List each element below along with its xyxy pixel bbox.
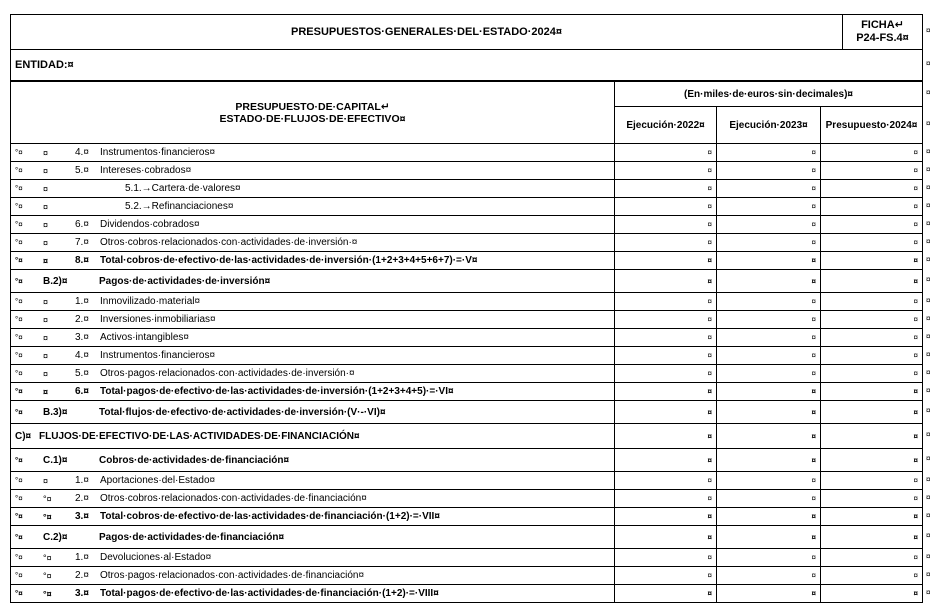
col-ejecucion-2023: Ejecución·2023¤ (717, 107, 821, 144)
row-description: Total·pagos·de·efectivo·de·las·actividades·de·inversión·(1+2+3+4+5)·=·VI¤ (100, 386, 454, 397)
row-label-cell (11, 567, 615, 585)
row-marker: °¤ (15, 297, 23, 306)
value-cell: ¤ (615, 329, 717, 347)
row-label-cell (11, 347, 615, 365)
value-cell: ¤ (717, 216, 821, 234)
value-cell: ¤ (821, 472, 923, 490)
value-cell: ¤ (821, 567, 923, 585)
value-cell: ¤ (821, 549, 923, 567)
row-number: 6.¤ (75, 219, 89, 230)
table-row (11, 549, 923, 567)
value-cell: ¤ (717, 329, 821, 347)
row-marker: °¤ (15, 315, 23, 324)
ficha-label: FICHA↵ (861, 19, 904, 31)
row-description: Total·cobros·de·efectivo·de·las·actividades·de·inversión·(1+2+3+4+5+6+7)·=·V¤ (100, 255, 478, 266)
table-row (11, 198, 923, 216)
entidad-label: ENTIDAD:¤ (11, 50, 923, 81)
row-group: ¤ (43, 368, 49, 379)
value-cell: ¤ (821, 424, 923, 449)
row-description: Aportaciones·del·Estado¤ (100, 475, 216, 486)
row-number: 4.¤ (75, 147, 89, 158)
edge-mark: ¤ (926, 367, 931, 377)
value-cell: ¤ (717, 347, 821, 365)
value-cell: ¤ (615, 293, 717, 311)
row-description: Devoluciones·al·Estado¤ (100, 552, 212, 563)
value-cell: ¤ (717, 234, 821, 252)
row-group: °¤ (43, 588, 52, 599)
row-group: ¤ (43, 147, 49, 158)
edge-mark: ¤ (926, 182, 931, 192)
table-row (11, 567, 923, 585)
table-row (11, 424, 923, 449)
row-group: °¤ (43, 552, 52, 563)
edge-mark: ¤ (926, 454, 931, 463)
row-label-cell (11, 383, 615, 401)
row-marker: °¤ (15, 369, 23, 378)
value-cell: ¤ (615, 144, 717, 162)
row-marker: °¤ (15, 553, 23, 562)
value-cell: ¤ (717, 162, 821, 180)
row-label-cell (11, 293, 615, 311)
value-cell: ¤ (821, 144, 923, 162)
value-cell: ¤ (717, 472, 821, 490)
value-cell: ¤ (821, 180, 923, 198)
row-description: Total·cobros·de·efectivo·de·las·actividades·de·financiación·(1+2)·=·VII¤ (100, 511, 440, 522)
row-marker: °¤ (15, 494, 23, 503)
row-number: 8.¤ (75, 255, 89, 266)
row-group: °¤ (43, 493, 52, 504)
row-label-cell (11, 216, 615, 234)
row-label-cell (11, 401, 615, 424)
capital-table (10, 81, 923, 603)
value-cell: ¤ (821, 216, 923, 234)
row-number: 5.¤ (75, 165, 89, 176)
edge-mark: ¤ (926, 569, 931, 579)
table-row (11, 293, 923, 311)
row-marker: °¤ (15, 166, 23, 175)
edge-mark: ¤ (926, 26, 931, 35)
row-description: Pagos·de·actividades·de·financiación¤ (99, 531, 285, 543)
row-group: C.2)¤ (43, 531, 68, 543)
row-number: 1.¤ (75, 552, 89, 563)
row-group: B.3)¤ (43, 406, 68, 418)
table-row (11, 401, 923, 424)
row-description: Otros·cobros·relacionados·con·actividades·de·financiación¤ (100, 493, 367, 504)
table-row (11, 234, 923, 252)
row-group: ¤ (43, 237, 49, 248)
row-description: Instrumentos·financieros¤ (100, 147, 216, 158)
row-description: 5.2.→Refinanciaciones¤ (125, 201, 234, 212)
row-description: Dividendos·cobrados¤ (100, 219, 200, 230)
edge-mark: ¤ (926, 146, 931, 156)
document-title: PRESUPUESTOS·GENERALES·DEL·ESTADO·2024¤ (11, 15, 843, 50)
value-cell: ¤ (821, 311, 923, 329)
edge-mark: ¤ (926, 88, 931, 97)
row-marker: °¤ (15, 476, 23, 485)
row-number: 4.¤ (75, 350, 89, 361)
row-description: Cobros·de·actividades·de·financiación¤ (99, 454, 290, 466)
row-marker: °¤ (15, 238, 23, 247)
table-row (11, 508, 923, 526)
edge-mark: ¤ (926, 59, 931, 68)
row-label-cell (11, 144, 615, 162)
value-cell: ¤ (821, 329, 923, 347)
value-cell: ¤ (615, 311, 717, 329)
row-label-cell (11, 162, 615, 180)
row-marker: °¤ (15, 333, 23, 342)
row-description: Instrumentos·financieros¤ (100, 350, 216, 361)
row-number: 6.¤ (75, 386, 89, 397)
row-label-cell (11, 311, 615, 329)
row-marker: °¤ (15, 532, 23, 542)
row-description: Otros·pagos·relacionados·con·actividades·de·inversión·¤ (100, 368, 355, 379)
row-number: 1.¤ (75, 296, 89, 307)
value-cell: ¤ (717, 198, 821, 216)
value-cell: ¤ (615, 365, 717, 383)
row-number: 1.¤ (75, 475, 89, 486)
value-cell: ¤ (821, 490, 923, 508)
table-row (11, 526, 923, 549)
ficha-number: P24-FS.4¤ (856, 32, 909, 44)
section-code: C)¤ (15, 430, 32, 442)
row-description: Otros·pagos·relacionados·con·actividades·de·financiación¤ (100, 570, 365, 581)
row-group: B.2)¤ (43, 275, 68, 287)
edge-mark: ¤ (926, 492, 931, 502)
row-description: FLUJOS·DE·EFECTIVO·DE·LAS·ACTIVIDADES·DE·FINANCIACIÓN¤ (39, 430, 360, 442)
row-marker: °¤ (15, 220, 23, 229)
value-cell: ¤ (717, 449, 821, 472)
row-label-cell (11, 234, 615, 252)
value-cell: ¤ (821, 162, 923, 180)
row-group: ¤ (43, 475, 49, 486)
value-cell: ¤ (615, 180, 717, 198)
value-cell: ¤ (717, 549, 821, 567)
edge-mark: ¤ (926, 349, 931, 359)
row-group: C.1)¤ (43, 454, 68, 466)
table-row (11, 252, 923, 270)
row-marker: °¤ (15, 148, 23, 157)
row-description: Activos·intangibles¤ (100, 332, 189, 343)
row-marker: °¤ (15, 387, 23, 396)
value-cell: ¤ (821, 234, 923, 252)
value-cell: ¤ (717, 252, 821, 270)
value-cell: ¤ (615, 490, 717, 508)
value-cell: ¤ (615, 252, 717, 270)
value-cell: ¤ (615, 526, 717, 549)
edge-mark: ¤ (926, 313, 931, 323)
value-cell: ¤ (821, 383, 923, 401)
value-cell: ¤ (821, 252, 923, 270)
row-label-cell (11, 449, 615, 472)
row-label-cell (11, 526, 615, 549)
value-cell: ¤ (717, 401, 821, 424)
value-cell: ¤ (821, 401, 923, 424)
value-cell: ¤ (615, 401, 717, 424)
value-cell: ¤ (717, 383, 821, 401)
row-number: 3.¤ (75, 332, 89, 343)
row-group: °¤ (43, 570, 52, 581)
edge-mark: ¤ (926, 164, 931, 174)
row-label-cell (11, 329, 615, 347)
row-marker: °¤ (15, 184, 23, 193)
value-cell: ¤ (821, 508, 923, 526)
value-cell: ¤ (615, 270, 717, 293)
row-group: ¤ (43, 201, 49, 212)
value-cell: ¤ (717, 293, 821, 311)
row-description: Inversiones·inmobiliarias¤ (100, 314, 216, 325)
row-label-cell (11, 252, 615, 270)
row-group: ¤ (43, 386, 49, 397)
value-cell: ¤ (615, 424, 717, 449)
edge-mark: ¤ (926, 331, 931, 341)
row-group: ¤ (43, 165, 49, 176)
row-marker: °¤ (15, 256, 23, 265)
edge-mark: ¤ (926, 385, 931, 395)
value-cell: ¤ (821, 270, 923, 293)
col-ejecucion-2022: Ejecución·2022¤ (615, 107, 717, 144)
row-marker: °¤ (15, 571, 23, 580)
value-cell: ¤ (717, 311, 821, 329)
value-cell: ¤ (821, 526, 923, 549)
row-marker: °¤ (15, 407, 23, 417)
row-marker: °¤ (15, 351, 23, 360)
edge-mark: ¤ (926, 200, 931, 210)
row-label-cell (11, 365, 615, 383)
row-marker: °¤ (15, 512, 23, 521)
table-row (11, 329, 923, 347)
row-description: Inmovilizado·material¤ (100, 296, 201, 307)
value-cell: ¤ (615, 234, 717, 252)
value-cell: ¤ (717, 270, 821, 293)
row-group: ¤ (43, 183, 49, 194)
row-label-cell (11, 424, 615, 449)
value-cell: ¤ (717, 585, 821, 603)
edge-mark: ¤ (926, 430, 931, 439)
value-cell: ¤ (821, 293, 923, 311)
capital-title-line2: ESTADO·DE·FLUJOS·DE·EFECTIVO¤ (219, 112, 406, 125)
col-presupuesto-2024: Presupuesto·2024¤ (821, 107, 923, 144)
value-cell: ¤ (615, 567, 717, 585)
row-number: 2.¤ (75, 314, 89, 325)
value-cell: ¤ (717, 508, 821, 526)
value-cell: ¤ (717, 567, 821, 585)
row-marker: °¤ (15, 589, 23, 598)
edge-mark: ¤ (926, 295, 931, 305)
row-number: 2.¤ (75, 570, 89, 581)
edge-mark: ¤ (926, 531, 931, 540)
row-number: 7.¤ (75, 237, 89, 248)
table-row (11, 365, 923, 383)
row-description: Intereses·cobrados¤ (100, 165, 192, 176)
row-group: ¤ (43, 350, 49, 361)
edge-mark: ¤ (926, 254, 931, 264)
edge-mark: ¤ (926, 275, 931, 284)
row-marker: °¤ (15, 202, 23, 211)
row-label-cell (11, 490, 615, 508)
value-cell: ¤ (821, 347, 923, 365)
edge-mark: ¤ (926, 218, 931, 228)
value-cell: ¤ (717, 180, 821, 198)
value-cell: ¤ (821, 585, 923, 603)
row-group: ¤ (43, 255, 49, 266)
row-label-cell (11, 270, 615, 293)
row-number: 3.¤ (75, 511, 89, 522)
value-cell: ¤ (717, 526, 821, 549)
value-cell: ¤ (615, 383, 717, 401)
value-cell: ¤ (615, 585, 717, 603)
row-group: ¤ (43, 332, 49, 343)
value-cell: ¤ (615, 162, 717, 180)
row-label-cell (11, 180, 615, 198)
row-group: ¤ (43, 296, 49, 307)
row-group: ¤ (43, 314, 49, 325)
row-marker: °¤ (15, 276, 23, 286)
budget-sheet (10, 14, 922, 603)
edge-mark: ¤ (926, 406, 931, 415)
capital-title-line1: PRESUPUESTO·DE·CAPITAL↵ (235, 100, 390, 113)
table-row (11, 449, 923, 472)
edge-mark: ¤ (926, 551, 931, 561)
capital-title (11, 82, 615, 144)
row-number: 5.¤ (75, 368, 89, 379)
value-cell: ¤ (717, 490, 821, 508)
value-cell: ¤ (821, 198, 923, 216)
edge-mark: ¤ (926, 119, 931, 128)
row-label-cell (11, 472, 615, 490)
row-group: ¤ (43, 219, 49, 230)
table-row (11, 585, 923, 603)
table-row (11, 311, 923, 329)
row-description: Pagos·de·actividades·de·inversión¤ (99, 275, 271, 287)
row-label-cell (11, 508, 615, 526)
edge-mark: ¤ (926, 474, 931, 484)
value-cell: ¤ (615, 347, 717, 365)
table-row (11, 383, 923, 401)
value-cell: ¤ (615, 198, 717, 216)
units-note: (En·miles·de·euros·sin·decimales)¤ (615, 82, 923, 107)
edge-mark: ¤ (926, 587, 931, 597)
table-row (11, 347, 923, 365)
row-number: 2.¤ (75, 493, 89, 504)
table-row (11, 472, 923, 490)
ficha-code (843, 15, 923, 50)
value-cell: ¤ (821, 365, 923, 383)
row-label-cell (11, 585, 615, 603)
row-label-cell (11, 549, 615, 567)
value-cell: ¤ (615, 216, 717, 234)
value-cell: ¤ (615, 508, 717, 526)
edge-mark: ¤ (926, 236, 931, 246)
edge-mark: ¤ (926, 510, 931, 520)
data-rows (11, 144, 923, 603)
value-cell: ¤ (717, 424, 821, 449)
row-description: 5.1.→Cartera·de·valores¤ (125, 183, 241, 194)
value-cell: ¤ (717, 144, 821, 162)
value-cell: ¤ (615, 472, 717, 490)
table-row (11, 270, 923, 293)
table-row (11, 144, 923, 162)
table-row (11, 162, 923, 180)
value-cell: ¤ (615, 549, 717, 567)
value-cell: ¤ (615, 449, 717, 472)
row-description: Total·pagos·de·efectivo·de·las·actividades·de·financiación·(1+2)·=·VIII¤ (100, 588, 439, 599)
value-cell: ¤ (821, 449, 923, 472)
value-cell: ¤ (717, 365, 821, 383)
row-marker: °¤ (15, 455, 23, 465)
table-row (11, 180, 923, 198)
row-description: Total·flujos·de·efectivo·de·actividades·de·inversión·(V·-·VI)¤ (99, 406, 386, 418)
row-label-cell (11, 198, 615, 216)
table-row (11, 216, 923, 234)
row-description: Otros·cobros·relacionados·con·actividades·de·inversión·¤ (100, 237, 358, 248)
header-table (10, 14, 923, 81)
table-row (11, 490, 923, 508)
row-group: °¤ (43, 511, 52, 522)
row-number: 3.¤ (75, 588, 89, 599)
